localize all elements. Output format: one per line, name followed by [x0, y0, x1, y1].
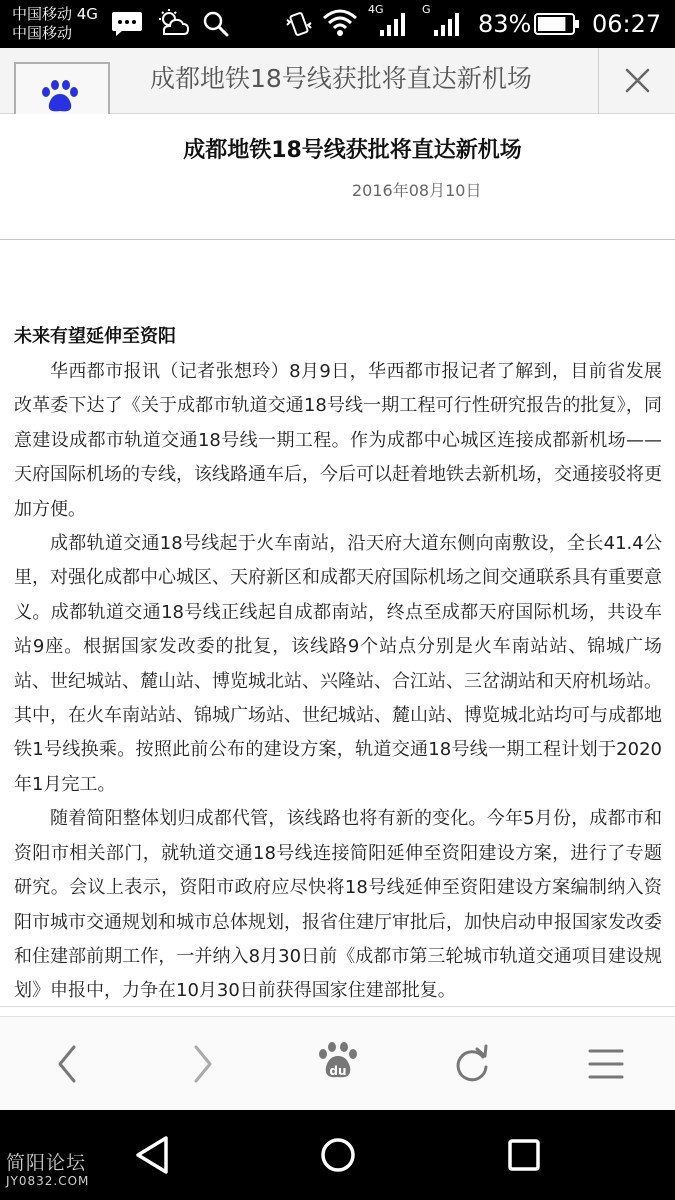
forum-watermark	[6, 1152, 89, 1188]
signal-icon	[378, 12, 410, 38]
watermark-name: 简阳论坛	[6, 1152, 87, 1174]
baidu-home-button[interactable]	[308, 1037, 368, 1091]
carrier-line-1: 中国移动 4G	[12, 5, 98, 23]
battery-percent: 83%	[478, 10, 532, 38]
search-icon	[202, 10, 230, 38]
page-title: 成都地铁18号线获批将直达新机场	[150, 64, 532, 93]
weather-icon	[154, 8, 190, 38]
baidu-logo-text: du	[329, 1064, 347, 1078]
article-title-container	[0, 136, 675, 166]
title-divider	[598, 48, 599, 114]
browser-toolbar	[0, 1016, 675, 1110]
nav-back-icon[interactable]	[122, 1130, 182, 1180]
watermark-domain: JY0832.COM	[6, 1174, 90, 1188]
header-divider	[0, 239, 675, 240]
close-icon[interactable]	[612, 58, 662, 104]
article-body	[14, 322, 662, 1009]
content-end-divider	[0, 1006, 675, 1007]
article-paragraph-1: 华西都市报讯（记者张想玲）8月9日，华西都市报记者了解到，目前省发展改革委下达了《关于成都市轨道交通18号线一期工程可行性研究报告的批复》，同意建设成都市轨道交通18号线一期工程。作为成都中心城区连接成都新机场——天府国际机场的专线，该线路通车后，今后可以赶着地铁去新机场，交通接驳将更加方便。	[14, 361, 662, 520]
article-date: 2016年08月10日	[352, 181, 482, 200]
clock: 06:27	[592, 10, 662, 38]
battery-icon	[534, 12, 580, 36]
menu-icon[interactable]	[576, 1037, 636, 1091]
signal-icon-2	[432, 12, 464, 38]
network-g-label: G	[422, 3, 431, 16]
back-icon[interactable]	[38, 1037, 98, 1091]
carrier-info	[12, 5, 98, 43]
baidu-paw-logo-icon	[38, 80, 82, 114]
nav-home-icon[interactable]	[308, 1130, 368, 1180]
wifi-icon	[322, 8, 358, 38]
carrier-line-2: 中国移动	[12, 24, 73, 42]
section-heading: 未来有望延伸至资阳	[14, 326, 176, 347]
article-title: 成都地铁18号线获批将直达新机场	[183, 138, 522, 163]
article-paragraph-2: 成都轨道交通18号线起于火车南站，沿天府大道东侧向南敷设，全长41.4公里，对强化成都中心城区、天府新区和成都天府国际机场之间交通联系具有重要意义。成都轨道交通18号线正线起自成都南站，终点至成都天府国际机场，共设车站9座。根据国家发改委的批复，该线路9个站点分别是火车南站站、锦城广场站、世纪城站、麓山站、博览城北站、兴隆站、合江站、三岔湖站和天府机场站。其中，在火车南站站、锦城广场站、世纪城站、麓山站、博览城北站均可与成都地铁1号线换乘。按照此前公布的建设方案，轨道交通18号线一期工程计划于2020年1月完工。	[14, 533, 662, 795]
network-4g-label: 4G	[368, 3, 384, 16]
forward-icon[interactable]	[172, 1037, 232, 1091]
refresh-icon[interactable]	[442, 1037, 502, 1091]
android-nav-bar	[0, 1110, 675, 1200]
article-paragraph-3: 随着简阳整体划归成都代管，该线路也将有新的变化。今年5月份，成都市和资阳市相关部门，就轨道交通18号线连接简阳延伸至资阳建设方案，进行了专题研究。会议上表示，资阳市政府应尽快将18号线延伸至资阳建设方案编制纳入资阳市城市交通规划和城市总体规划，报省住建厅审批后，加快启动申报国家发改委和住建部前期工作，一并纳入8月30日前《成都市第三轮城市轨道交通项目建设规划》申报中，力争在10月30日前获得国家住建部批复。	[14, 808, 662, 1002]
vibrate-icon	[284, 10, 314, 38]
nav-recents-icon[interactable]	[494, 1130, 554, 1180]
status-bar	[0, 0, 675, 48]
site-logo[interactable]	[14, 62, 110, 114]
page-title-bar	[0, 48, 675, 114]
message-icon	[110, 10, 144, 38]
